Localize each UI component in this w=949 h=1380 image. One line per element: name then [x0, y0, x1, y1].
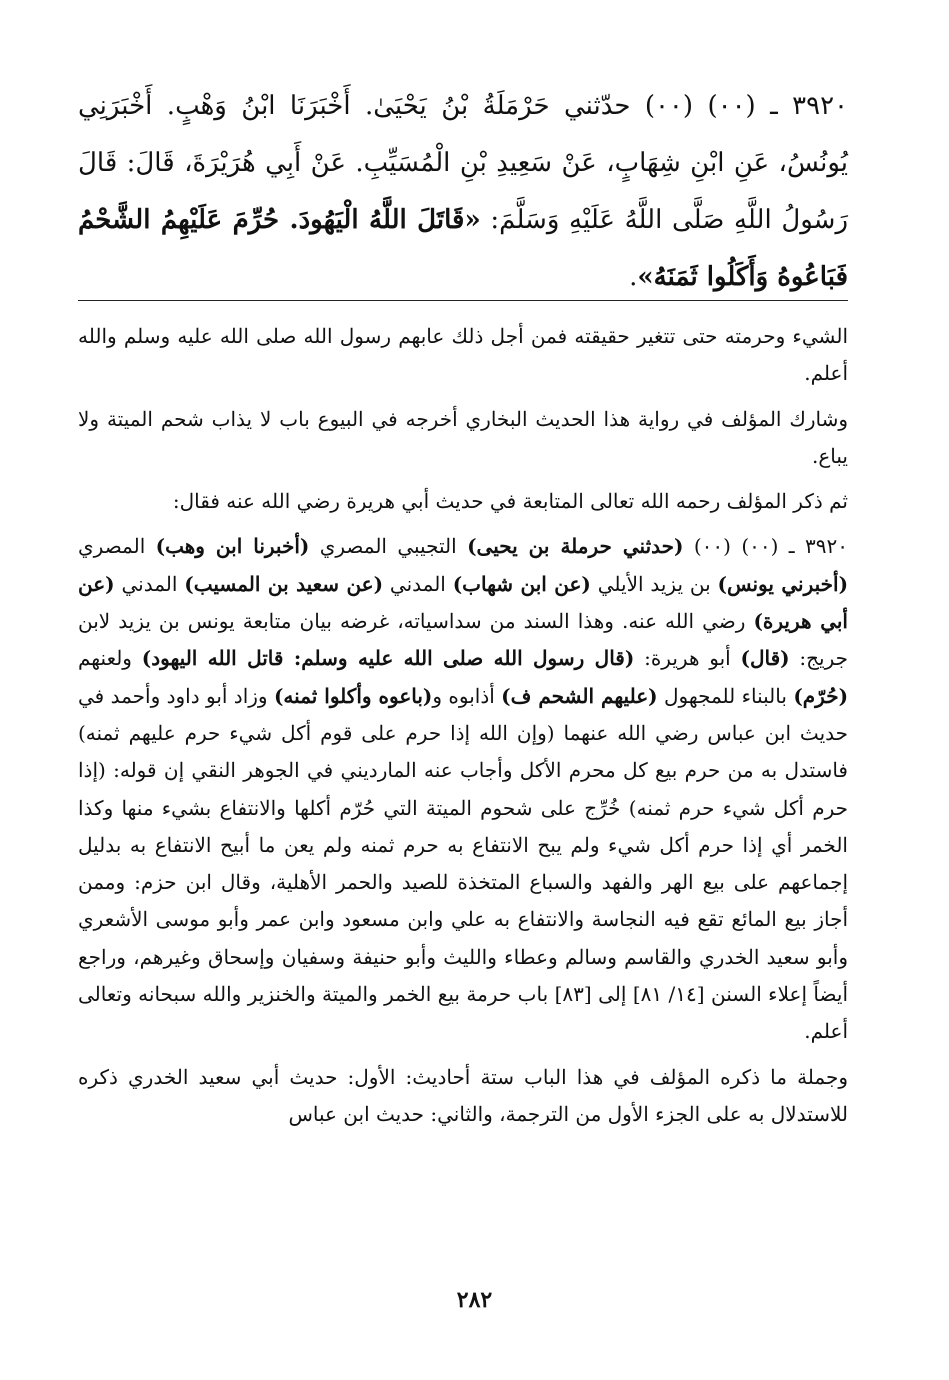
- hadith-matn: «قَاتَلَ اللَّهُ الْيَهُودَ. حُرِّمَ عَلَيْهِمُ الشَّحْمُ فَبَاعُوهُ وَأَكَلُوا ثَمَنَهُ»: [78, 205, 848, 292]
- narrator-2: (أخبرنا ابن وهب): [155, 534, 310, 559]
- matn-2: (قال رسول الله صلى الله عليه وسلم: قاتل الله اليهود): [141, 646, 635, 671]
- gloss-4: المدني: [389, 571, 446, 596]
- commentary-paragraph-1: الشيء وحرمته حتى تتغير حقيقته فمن أجل ذلك عابهم رسول الله صلى الله عليه وسلم والله أعلم.: [78, 324, 848, 386]
- gloss-11: وزاد أبو داود وأحمد في حديث ابن عباس رضي الله عنهما (وإن الله إذا حرم على قوم أكل شيء حرم عليهم ثمنه) فاستدل به من حرم بيع كل محرم الأكل وأجاب عنه المارديني في الجوهر النقي إن قوله: (إذا حرم أكل شيء حرم ثمنه) خُرِّج على شحوم الميتة التي حُرّم أكلها والانتفاع بشيء منها وكذا الخمر أي إذا حرم أكل شيء ولم يبح الانتفاع به حرم ثمنه ولم يعن ما أبيح الانتفاع به بدليل إجماعهم على بيع الهر والفهد والسباع المتخذة للصيد والحمر الأهلية، وقال ابن حزم: وممن أجاز بيع المائع تقع فيه النجاسة والانتفاع به علي وابن مسعود وابن عمر وأبو موسى الأشعري وأبو سعيد الخدري والقاسم وسالم وعطاء والليث وأبو حنيفة وسفيان وإسحاق وغيرهم، وراجع أيضاً إعلاء السنن [١٤/ ٨١] إلى [٨٣] باب حرمة بيع الخمر والميتة والخنزير والله سبحانه وتعالى أعلم.: [78, 683, 849, 1044]
- gloss-3: بن يزيد الأيلي: [597, 571, 711, 596]
- commentary-paragraph-4: ٣٩٢٠ ـ (٠٠) (٠٠) (حدثني حرملة بن يحيى) التجيبي المصري (أخبرنا ابن وهب) المصري (أخبرني يونس) بن يزيد الأيلي (عن ابن شهاب) المدني (عن سعيد بن المسيب) المدني (عن أبي هريرة) رضي الله عنه. وهذا السند من سداسياته، غرضه بيان متابعة يونس بن يزيد لابن جريج: (قال) أبو هريرة: (قال رسول الله صلى الله عليه وسلم: قاتل الله اليهود) ولعنهم (حُرّم) بالبناء للمجهول (عليهم الشحم ف) أذابوه و(باعوه وأكلوا ثمنه) وزاد أبو داود وأحمد في حديث ابن عباس رضي الله عنهما (وإن الله إذا حرم على قوم أكل شيء حرم عليهم ثمنه) فاستدل به من حرم بيع كل محرم الأكل وأجاب عنه المارديني في الجوهر النقي إن قوله: (إذا حرم أكل شيء حرم ثمنه) خُرِّج على شحوم الميتة التي حُرّم أكلها والانتفاع بشيء منها وكذا الخمر أي إذا حرم أكل شيء ولم يبح الانتفاع به حرم ثمنه ولم يعن ما أبيح الانتفاع به بدليل إجماعهم على بيع الهر والفهد والسباع المتخذة للصيد والحمر الأهلية، وقال ابن حزم: وممن أجاز بيع المائع تقع فيه النجاسة والانتفاع به علي وابن مسعود وابن عمر وأبو موسى الأشعري وأبو سعيد الخدري والقاسم وسالم وعطاء والليث وأبو حنيفة وسفيان وإسحاق وغيرهم، وراجع أيضاً إعلاء السنن [١٤/ ٨١] إلى [٨٣] باب حرمة بيع الخمر والميتة والخنزير والله سبحانه وتعالى أعلم.: [78, 534, 849, 1044]
- hadith-block: [78, 78, 848, 306]
- narrator-4: (عن ابن شهاب): [452, 571, 591, 596]
- commentary-paragraph-3: ثم ذكر المؤلف رحمه الله تعالى المتابعة في حديث أبي هريرة رضي الله عنه فقال:: [172, 489, 848, 514]
- hadith-text: [78, 78, 848, 306]
- matn-1: (قال): [740, 646, 790, 671]
- narrator-5: (عن سعيد بن المسيب): [184, 571, 384, 596]
- gloss-7: أبو هريرة:: [644, 646, 731, 671]
- gloss-2: المصري: [78, 534, 146, 559]
- gloss-1: التجيبي المصري: [319, 534, 457, 559]
- gloss-9: بالبناء للمجهول: [663, 683, 787, 708]
- footnote-divider: [78, 300, 848, 301]
- narrator-6: (عن أبي هريرة): [78, 571, 848, 634]
- gloss-10: أذابوه و: [432, 683, 495, 708]
- page-number: ٢٨٢: [456, 1287, 493, 1313]
- matn-4: (عليهم الشحم ف): [501, 683, 658, 708]
- narrator-3: (أخبرني يونس): [717, 571, 849, 596]
- hadith-end: .: [629, 262, 638, 292]
- narrator-1: (حدثني حرملة بن يحيى): [467, 534, 684, 559]
- commentary-paragraph-5: وجملة ما ذكره المؤلف في هذا الباب ستة أحاديث: الأول: حديث أبي سعيد الخدري ذكره للاستدلال به على الجزء الأول من الترجمة، والثاني: حديث ابن عباس: [78, 1064, 848, 1126]
- hadith-number: ٣٩٢٠ ـ (٠٠) (٠٠): [693, 534, 848, 559]
- gloss-8: ولعنهم: [78, 646, 132, 671]
- hadith-isnad: ٣٩٢٠ ـ (٠٠) (٠٠) حدّثني حَرْمَلَةُ بْنُ يَحْيَىٰ. أَخْبَرَنَا ابْنُ وَهْبٍ. أَخْبَرَنِي يُونُسُ، عَنِ ابْنِ شِهَابٍ، عَنْ سَعِيدِ بْنِ الْمُسَيِّبِ. عَنْ أَبِي هُرَيْرَةَ، قَالَ: قَالَ رَسُولُ اللَّهِ صَلَّى اللَّهُ عَلَيْهِ وَسَلَّمَ:: [78, 91, 849, 235]
- gloss-5: المدني: [121, 571, 178, 596]
- gloss-6: رضي الله عنه. وهذا السند من سداسياته، غرضه بيان متابعة يونس بن يزيد لابن جريج: [78, 609, 849, 671]
- commentary: [78, 318, 848, 1141]
- commentary-paragraph-2: وشارك المؤلف في رواية هذا الحديث البخاري أخرجه في البيوع باب لا يذاب شحم الميتة ولا يباع.: [78, 406, 848, 468]
- matn-3: (حُرّم): [793, 683, 849, 708]
- matn-5: (باعوه وأكلوا ثمنه): [273, 683, 433, 708]
